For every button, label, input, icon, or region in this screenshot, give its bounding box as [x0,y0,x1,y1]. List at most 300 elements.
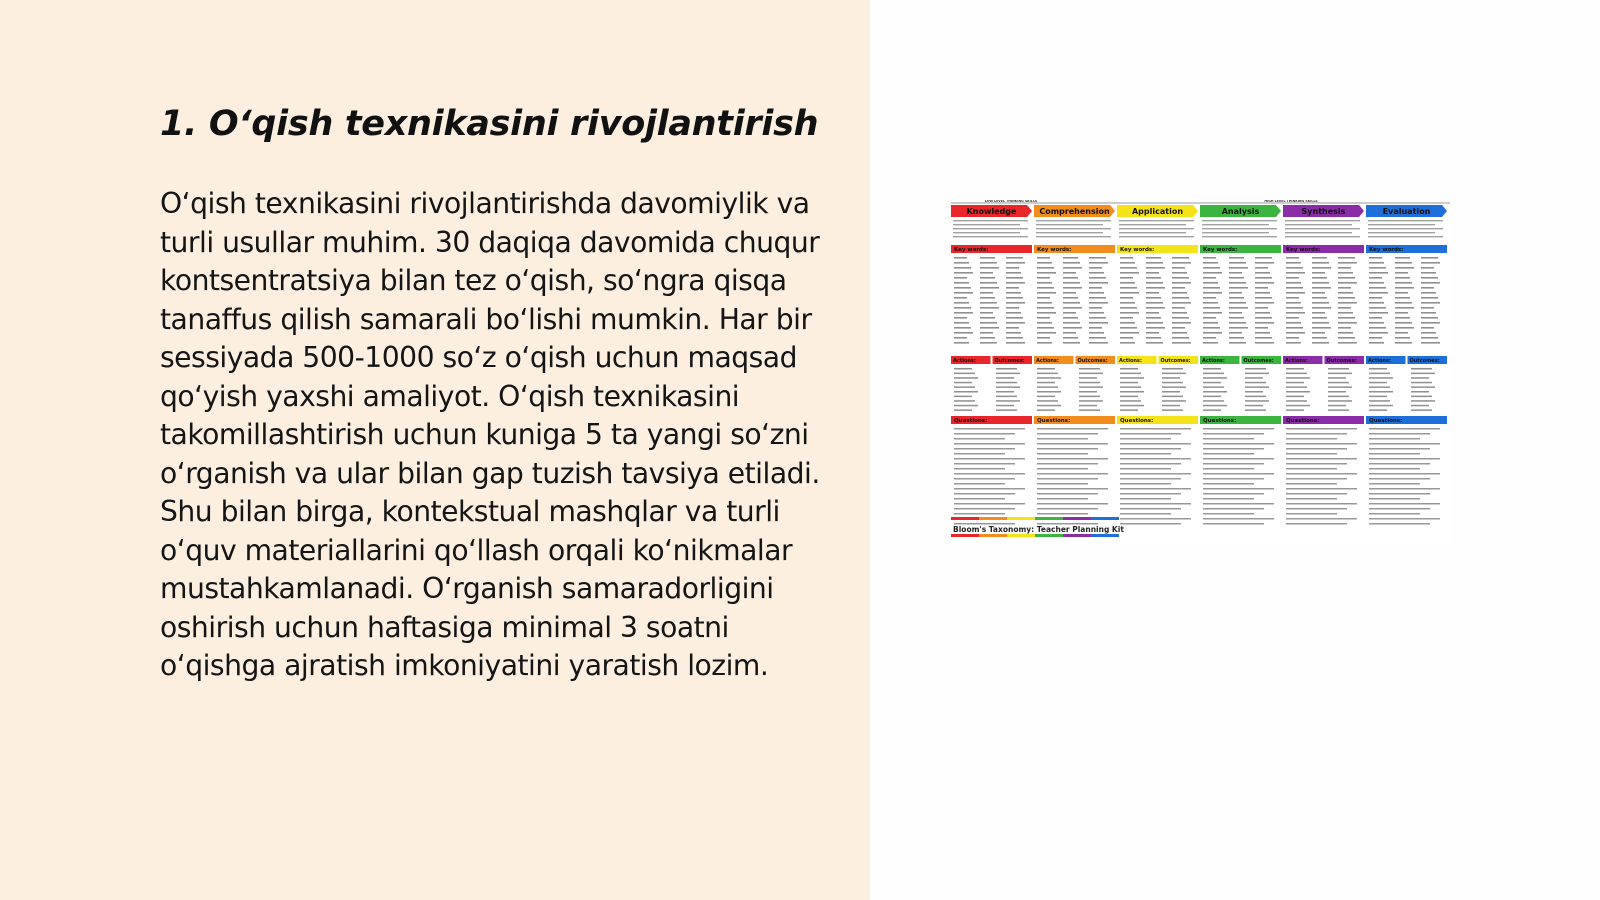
question-line [1120,468,1171,470]
keyword-line [1063,267,1082,269]
action-line [1286,409,1304,411]
question-line [1203,488,1274,490]
keyword-line [1255,322,1274,324]
keyword-line [1255,272,1270,274]
keyword-line [1421,292,1436,294]
description-line [1285,228,1360,229]
action-line [1037,377,1061,379]
outcomes-header-label: Outcomes: [1409,358,1440,364]
keyword-line [954,262,969,264]
description-line [1202,232,1269,233]
keyword-line [1172,317,1189,319]
keyword-line [1286,322,1301,324]
keyword-line [1286,312,1305,314]
keyword-line [1120,307,1137,309]
question-line [954,443,1025,445]
keyword-line [1312,272,1325,274]
keyword-line [1089,297,1106,299]
question-line [1286,498,1337,500]
action-line [1079,396,1100,398]
questions-header-label: Questions: [954,418,988,424]
question-line [1286,458,1357,460]
question-line [1037,493,1098,495]
action-line [1328,396,1349,398]
actions-header-label: Actions: [1368,358,1391,364]
description-line [953,220,1028,221]
action-line [996,409,1017,411]
keyword-line [1146,267,1165,269]
question-line [1120,438,1171,440]
keyword-line [1146,272,1159,274]
outcomes-header-label: Outcomes: [1077,358,1108,364]
keyword-line [1006,332,1021,334]
keyword-line [1037,302,1052,304]
keyword-line [954,287,971,289]
keyword-line [1089,302,1108,304]
keyword-line [980,327,999,329]
keyword-line [1120,322,1135,324]
question-line [1203,523,1264,525]
keyword-line [1286,292,1305,294]
keyword-line [1146,262,1163,264]
question-line [1203,503,1274,505]
description-line [953,224,1020,225]
keyword-line [1146,342,1163,344]
keyword-line [1006,267,1019,269]
keyword-line [954,282,969,284]
keyword-line [1063,297,1078,299]
keyword-line [1120,267,1137,269]
action-line [1411,377,1429,379]
description-line [1368,236,1443,237]
keyword-line [1063,342,1080,344]
keyword-line [1421,297,1438,299]
question-line [1120,443,1191,445]
keyword-line [1395,297,1410,299]
action-line [1079,400,1103,402]
level-label-synthesis: Synthesis [1301,207,1346,216]
keyword-line [1255,282,1274,284]
keyword-line [1172,297,1189,299]
keyword-line [1255,317,1272,319]
keyword-line [1229,282,1246,284]
outcomes-header-label: Outcomes: [1243,358,1274,364]
keyword-line [1006,302,1025,304]
keyword-line [1338,272,1353,274]
figure-footer-label: Bloom's Taxonomy: Teacher Planning Kit [953,525,1124,534]
keyword-line [1421,342,1440,344]
action-line [1162,373,1186,375]
keyword-line [1255,332,1270,334]
keyword-line [1146,287,1165,289]
description-line [1119,220,1194,221]
keyword-line [1089,282,1108,284]
keyword-line [1203,322,1218,324]
action-line [1203,400,1224,402]
keyword-line [954,312,973,314]
action-line [996,373,1020,375]
keyword-line [1286,302,1301,304]
action-line [1286,386,1307,388]
keyword-line [1312,307,1331,309]
questions-header-label: Questions: [1286,418,1320,424]
keyword-line [1037,287,1054,289]
description-line [1036,232,1103,233]
question-line [954,458,1025,460]
action-line [1079,391,1097,393]
question-line [1369,513,1420,515]
questions-header-label: Questions: [1203,418,1237,424]
action-line [1286,373,1307,375]
outcomes-header-label: Outcomes: [1160,358,1191,364]
slide-title: 1. O‘qish texnikasini rivojlantirish [160,104,819,144]
action-line [1203,377,1227,379]
keyword-line [1421,307,1434,309]
keyword-line [1286,342,1301,344]
keyword-line [954,277,967,279]
keyword-line [1255,292,1270,294]
keywords-header-label: Key words: [954,247,989,253]
action-line [1286,368,1304,370]
action-line [1411,382,1432,384]
question-line [1286,508,1347,510]
keyword-line [980,312,993,314]
action-line [1369,400,1390,402]
question-line [1286,473,1357,475]
keyword-line [1063,332,1076,334]
keyword-line [1146,302,1163,304]
keyword-line [1286,327,1303,329]
question-line [954,468,1005,470]
description-line [1368,232,1435,233]
keyword-line [1203,267,1220,269]
action-line [1369,382,1387,384]
action-line [1328,391,1346,393]
keyword-line [1089,277,1106,279]
action-line [1037,391,1061,393]
keyword-line [1369,322,1384,324]
action-line [1079,386,1103,388]
keyword-line [1172,322,1191,324]
keyword-line [1338,307,1351,309]
description-line [1036,228,1111,229]
keyword-line [1312,292,1325,294]
keyword-line [980,267,999,269]
action-line [996,377,1014,379]
question-line [1286,478,1347,480]
action-line [1037,396,1055,398]
keyword-line [1203,282,1218,284]
keyword-line [1172,257,1189,259]
question-line [1286,503,1357,505]
action-line [1203,391,1227,393]
keyword-line [954,307,971,309]
question-line [954,478,1015,480]
keyword-line [980,332,993,334]
question-line [1203,498,1254,500]
keyword-line [1089,257,1106,259]
question-line [1120,488,1191,490]
action-line [1369,391,1393,393]
keyword-line [1063,262,1080,264]
keyword-line [1395,332,1408,334]
keyword-line [1172,277,1189,279]
low-level-header: LOW LEVEL THINKING SKILLS [984,200,1038,203]
question-line [954,438,1005,440]
keyword-line [1037,312,1056,314]
keyword-line [1037,292,1056,294]
keyword-line [1089,287,1102,289]
keywords-header-label: Key words: [1286,247,1321,253]
question-line [1120,473,1191,475]
keyword-line [1369,312,1388,314]
keyword-line [980,307,999,309]
keyword-line [1089,327,1102,329]
keyword-line [1369,317,1382,319]
question-line [1369,438,1420,440]
action-line [1369,409,1387,411]
keyword-line [1312,327,1331,329]
keyword-line [1421,257,1438,259]
action-line [1245,391,1263,393]
keyword-line [954,327,971,329]
keyword-line [1146,307,1165,309]
keyword-line [1312,322,1329,324]
keyword-line [1006,337,1023,339]
footer-strip-segment [1063,517,1091,520]
keyword-line [980,317,995,319]
question-line [954,488,1025,490]
action-line [1203,373,1224,375]
action-line [1369,377,1393,379]
keywords-header-label: Key words: [1203,247,1238,253]
action-line [996,382,1017,384]
action-line [954,396,972,398]
action-line [1245,386,1269,388]
action-line [1079,382,1100,384]
keyword-line [980,277,995,279]
keyword-line [1229,317,1244,319]
question-line [1120,493,1181,495]
keyword-line [1312,267,1331,269]
keyword-line [1037,267,1054,269]
keyword-line [1146,297,1161,299]
level-label-comprehension: Comprehension [1039,207,1110,216]
footer-strip-segment [979,517,1007,520]
keyword-line [1229,312,1242,314]
keyword-line [1286,317,1299,319]
questions-header-label: Questions: [1037,418,1071,424]
keyword-line [1006,257,1023,259]
action-line [996,368,1017,370]
keyword-line [1338,327,1351,329]
keyword-line [1286,262,1301,264]
keyword-line [1146,292,1159,294]
footer-strip-segment [1007,517,1035,520]
action-line [1037,382,1055,384]
question-line [1369,443,1440,445]
action-line [1037,386,1058,388]
question-line [954,508,1015,510]
keyword-line [1286,277,1299,279]
keyword-line [1120,257,1133,259]
keyword-line [980,342,997,344]
keyword-line [1286,257,1299,259]
keyword-line [1006,292,1021,294]
description-line [953,232,1020,233]
keyword-line [1063,317,1078,319]
description-line [953,228,1028,229]
action-line [1120,377,1144,379]
action-line [1286,400,1307,402]
keyword-line [1395,307,1414,309]
action-line [1369,396,1387,398]
question-line [1203,463,1264,465]
action-line [1286,405,1310,407]
keyword-line [1421,337,1438,339]
description-line [1036,220,1111,221]
keyword-line [1395,317,1410,319]
description-line [1202,228,1277,229]
level-label-knowledge: Knowledge [966,207,1017,216]
keyword-line [1369,297,1382,299]
action-line [1120,400,1141,402]
keyword-line [1037,342,1052,344]
question-line [954,433,1015,435]
keyword-line [1369,327,1386,329]
keyword-line [1255,287,1268,289]
question-line [1037,508,1098,510]
keyword-line [1089,272,1104,274]
actions-header-label: Actions: [1285,358,1308,364]
keyword-line [1089,337,1106,339]
keyword-line [1120,332,1139,334]
keyword-line [1172,287,1185,289]
question-line [1286,493,1347,495]
keyword-line [1172,267,1185,269]
question-line [1203,468,1254,470]
question-line [954,448,1015,450]
question-line [1286,488,1357,490]
keyword-line [1172,307,1185,309]
description-line [1119,232,1186,233]
keyword-line [1369,267,1386,269]
keyword-line [1369,292,1388,294]
keyword-line [1120,292,1139,294]
keyword-line [1120,287,1137,289]
keyword-line [1312,302,1329,304]
keyword-line [954,292,973,294]
action-line [1245,400,1269,402]
keyword-line [1369,302,1384,304]
keyword-line [980,282,997,284]
keyword-line [1312,312,1325,314]
action-line [1037,409,1055,411]
keyword-line [1089,262,1108,264]
question-line [1203,443,1274,445]
question-line [1037,488,1108,490]
keyword-line [1338,342,1357,344]
keyword-line [1312,317,1327,319]
keyword-line [1146,317,1161,319]
question-line [1120,463,1181,465]
keyword-line [1146,337,1161,339]
level-label-analysis: Analysis [1221,207,1260,216]
description-line [1202,224,1269,225]
keyword-line [1120,277,1133,279]
keyword-line [1395,277,1410,279]
question-line [1203,433,1264,435]
keyword-line [1395,337,1410,339]
action-line [1245,396,1266,398]
keyword-line [1146,312,1159,314]
keyword-line [1037,272,1056,274]
keyword-line [1229,267,1248,269]
question-line [1369,518,1440,520]
keyword-line [1338,282,1357,284]
action-line [1037,368,1055,370]
action-line [1245,373,1269,375]
keyword-line [1255,257,1272,259]
high-level-header: HIGH LEVEL THINKING SKILLS [1264,200,1318,203]
keyword-line [1203,302,1218,304]
keyword-line [1006,277,1023,279]
keyword-line [1089,332,1104,334]
action-line [1203,405,1227,407]
question-line [1120,503,1191,505]
keyword-line [1006,342,1025,344]
question-line [1037,473,1108,475]
keyword-line [1421,267,1434,269]
keyword-line [1312,332,1325,334]
keyword-line [1203,332,1222,334]
question-line [1203,513,1254,515]
keyword-line [1369,257,1382,259]
action-line [1245,409,1266,411]
description-line [1119,228,1194,229]
action-line [1120,373,1141,375]
keyword-line [980,297,995,299]
question-line [954,498,1005,500]
question-line [1037,448,1098,450]
keyword-line [954,317,967,319]
action-line [1328,409,1349,411]
keyword-line [1312,337,1327,339]
description-line [1285,224,1352,225]
keyword-line [980,272,993,274]
action-line [1286,377,1310,379]
keyword-line [1006,312,1021,314]
question-line [1203,508,1264,510]
keyword-line [1312,287,1331,289]
keyword-line [1172,282,1191,284]
keyword-line [1006,262,1025,264]
action-line [954,382,972,384]
question-line [1037,503,1108,505]
keyword-line [1172,302,1191,304]
question-line [1369,483,1420,485]
keyword-line [1286,332,1305,334]
keyword-line [1312,342,1329,344]
keyword-line [1229,327,1248,329]
keyword-line [1037,332,1056,334]
question-line [1037,468,1088,470]
keyword-line [1255,262,1274,264]
keyword-line [1229,332,1242,334]
question-line [954,493,1015,495]
question-line [1120,453,1171,455]
keyword-line [954,272,973,274]
